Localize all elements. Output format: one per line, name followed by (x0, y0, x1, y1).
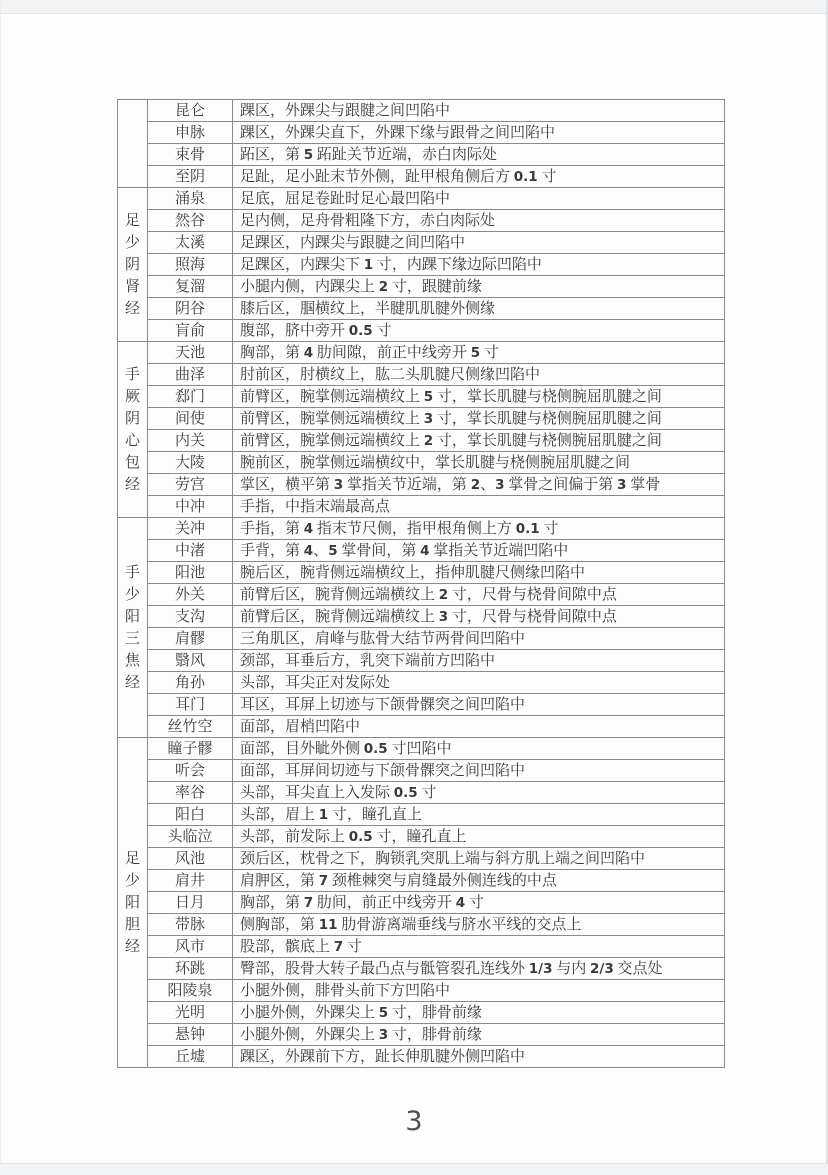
location-cell: 胸部，第 7 肋间，前正中线旁开 4 寸 (233, 892, 725, 914)
point-name-cell: 昆仑 (148, 100, 233, 122)
location-cell: 耳区，耳屏上切迹与下颌骨髁突之间凹陷中 (233, 694, 725, 716)
table-row (118, 474, 725, 496)
location-cell: 肩胛区，第 7 颈椎棘突与肩缝最外侧连线的中点 (233, 870, 725, 892)
point-name-cell: 内关 (148, 430, 233, 452)
location-cell: 头部，耳尖直上入发际 0.5 寸 (233, 782, 725, 804)
acupoint-table-body (118, 100, 725, 1068)
point-name-cell: 日月 (148, 892, 233, 914)
table-row (118, 298, 725, 320)
table-row (118, 122, 725, 144)
page-bottom-margin (0, 1163, 828, 1175)
location-cell: 足踝区，内踝尖与跟腱之间凹陷中 (233, 232, 725, 254)
location-cell: 肘前区，肘横纹上，肱二头肌腱尺侧缘凹陷中 (233, 364, 725, 386)
location-cell: 足趾，足小趾末节外侧，趾甲根角侧后方 0.1 寸 (233, 166, 725, 188)
table-row (118, 870, 725, 892)
location-cell: 头部，前发际上 0.5 寸，瞳孔直上 (233, 826, 725, 848)
location-cell: 前臂区，腕掌侧远端横纹上 5 寸，掌长肌腱与桡侧腕屈肌腱之间 (233, 386, 725, 408)
point-name-cell: 中渚 (148, 540, 233, 562)
point-name-cell: 支沟 (148, 606, 233, 628)
table-row (118, 408, 725, 430)
table-row (118, 628, 725, 650)
table-row (118, 650, 725, 672)
point-name-cell: 中冲 (148, 496, 233, 518)
location-cell: 足踝区，内踝尖下 1 寸，内踝下缘边际凹陷中 (233, 254, 725, 276)
table-row (118, 144, 725, 166)
location-cell: 腕后区，腕背侧远端横纹上，指伸肌腱尺侧缘凹陷中 (233, 562, 725, 584)
page-number: 3 (405, 1106, 423, 1137)
location-cell: 前臂后区，腕背侧远端横纹上 2 寸，尺骨与桡骨间隙中点 (233, 584, 725, 606)
table-row (118, 826, 725, 848)
point-name-cell: 阳陵泉 (148, 980, 233, 1002)
table-row (118, 386, 725, 408)
table-row (118, 320, 725, 342)
table-row (118, 584, 725, 606)
table-row (118, 430, 725, 452)
point-name-cell: 间使 (148, 408, 233, 430)
table-row (118, 1046, 725, 1068)
point-name-cell: 肩井 (148, 870, 233, 892)
location-cell: 小腿内侧，内踝尖上 2 寸，跟腱前缘 (233, 276, 725, 298)
point-name-cell: 阳池 (148, 562, 233, 584)
point-name-cell: 复溜 (148, 276, 233, 298)
point-name-cell: 然谷 (148, 210, 233, 232)
location-cell: 掌区，横平第 3 掌指关节近端，第 2、3 掌骨之间偏于第 3 掌骨 (233, 474, 725, 496)
point-name-cell: 太溪 (148, 232, 233, 254)
table-row (118, 694, 725, 716)
location-cell: 踝区，外踝前下方，趾长伸肌腱外侧凹陷中 (233, 1046, 725, 1068)
point-name-cell: 束骨 (148, 144, 233, 166)
table-row (118, 738, 725, 760)
page-left-edge (0, 0, 1, 1175)
point-name-cell: 至阴 (148, 166, 233, 188)
location-cell: 胸部，第 4 肋间隙，前正中线旁开 5 寸 (233, 342, 725, 364)
table-row (118, 760, 725, 782)
table-row (118, 518, 725, 540)
point-name-cell: 关冲 (148, 518, 233, 540)
point-name-cell: 丘墟 (148, 1046, 233, 1068)
table-row (118, 276, 725, 298)
location-cell: 小腿外侧，外踝尖上 5 寸，腓骨前缘 (233, 1002, 725, 1024)
table-row (118, 452, 725, 474)
point-name-cell: 照海 (148, 254, 233, 276)
table-row (118, 980, 725, 1002)
point-name-cell: 丝竹空 (148, 716, 233, 738)
table-row (118, 672, 725, 694)
location-cell: 面部，目外眦外侧 0.5 寸凹陷中 (233, 738, 725, 760)
meridian-cell (118, 738, 148, 1068)
table-row (118, 364, 725, 386)
location-cell: 臀部，股骨大转子最凸点与骶管裂孔连线外 1/3 与内 2/3 交点处 (233, 958, 725, 980)
table-row (118, 936, 725, 958)
location-cell: 腹部，脐中旁开 0.5 寸 (233, 320, 725, 342)
location-cell: 踝区，外踝尖与跟腱之间凹陷中 (233, 100, 725, 122)
point-name-cell: 角孙 (148, 672, 233, 694)
table-row (118, 892, 725, 914)
point-name-cell: 翳风 (148, 650, 233, 672)
location-cell: 腕前区，腕掌侧远端横纹中，掌长肌腱与桡侧腕屈肌腱之间 (233, 452, 725, 474)
table-row (118, 1024, 725, 1046)
location-cell: 颈部，耳垂后方，乳突下端前方凹陷中 (233, 650, 725, 672)
point-name-cell: 大陵 (148, 452, 233, 474)
meridian-cell (118, 100, 148, 188)
location-cell: 侧胸部，第 11 肋骨游离端垂线与脐水平线的交点上 (233, 914, 725, 936)
table-row (118, 254, 725, 276)
table-row (118, 496, 725, 518)
meridian-vertical-label: 足 少 阴 肾 经 (124, 212, 140, 317)
point-name-cell: 郄门 (148, 386, 233, 408)
location-cell: 面部，耳屏间切迹与下颌骨髁突之间凹陷中 (233, 760, 725, 782)
point-name-cell: 带脉 (148, 914, 233, 936)
meridian-cell (118, 188, 148, 342)
point-name-cell: 曲泽 (148, 364, 233, 386)
table-row (118, 1002, 725, 1024)
location-cell: 前臂后区，腕背侧远端横纹上 3 寸，尺骨与桡骨间隙中点 (233, 606, 725, 628)
location-cell: 手背，第 4、5 掌骨间，第 4 掌指关节近端凹陷中 (233, 540, 725, 562)
table-row (118, 232, 725, 254)
point-name-cell: 听会 (148, 760, 233, 782)
location-cell: 足内侧，足舟骨粗隆下方，赤白肉际处 (233, 210, 725, 232)
point-name-cell: 风池 (148, 848, 233, 870)
location-cell: 膝后区，腘横纹上，半腱肌肌腱外侧缘 (233, 298, 725, 320)
table-row (118, 804, 725, 826)
point-name-cell: 率谷 (148, 782, 233, 804)
table-row (118, 914, 725, 936)
table-row (118, 958, 725, 980)
table-row (118, 342, 725, 364)
point-name-cell: 头临泣 (148, 826, 233, 848)
point-name-cell: 肩髎 (148, 628, 233, 650)
table-row (118, 188, 725, 210)
table-row (118, 100, 725, 122)
point-name-cell: 劳宫 (148, 474, 233, 496)
location-cell: 踝区，外踝尖直下，外踝下缘与跟骨之间凹陷中 (233, 122, 725, 144)
point-name-cell: 天池 (148, 342, 233, 364)
point-name-cell: 阴谷 (148, 298, 233, 320)
location-cell: 手指，中指末端最高点 (233, 496, 725, 518)
meridian-vertical-label: 手 厥 阴 心 包 经 (124, 366, 140, 493)
table-row (118, 848, 725, 870)
table-row (118, 166, 725, 188)
location-cell: 手指，第 4 指末节尺侧，指甲根角侧上方 0.1 寸 (233, 518, 725, 540)
meridian-vertical-label: 手 少 阳 三 焦 经 (124, 564, 140, 691)
table-row (118, 540, 725, 562)
location-cell: 前臂区，腕掌侧远端横纹上 3 寸，掌长肌腱与桡侧腕屈肌腱之间 (233, 408, 725, 430)
table-row (118, 716, 725, 738)
location-cell: 前臂区，腕掌侧远端横纹上 2 寸，掌长肌腱与桡侧腕屈肌腱之间 (233, 430, 725, 452)
point-name-cell: 悬钟 (148, 1024, 233, 1046)
location-cell: 小腿外侧，腓骨头前下方凹陷中 (233, 980, 725, 1002)
table-row (118, 210, 725, 232)
point-name-cell: 申脉 (148, 122, 233, 144)
point-name-cell: 外关 (148, 584, 233, 606)
acupoint-table (117, 99, 725, 1068)
point-name-cell: 环跳 (148, 958, 233, 980)
location-cell: 头部，耳尖正对发际处 (233, 672, 725, 694)
meridian-cell (118, 518, 148, 738)
location-cell: 股部，髌底上 7 寸 (233, 936, 725, 958)
location-cell: 足底，屈足卷趾时足心最凹陷中 (233, 188, 725, 210)
point-name-cell: 瞳子髎 (148, 738, 233, 760)
location-cell: 三角肌区，肩峰与肱骨大结节两骨间凹陷中 (233, 628, 725, 650)
table-row (118, 782, 725, 804)
location-cell: 跖区，第 5 跖趾关节近端，赤白肉际处 (233, 144, 725, 166)
point-name-cell: 风市 (148, 936, 233, 958)
table-row (118, 606, 725, 628)
point-name-cell: 阳白 (148, 804, 233, 826)
point-name-cell: 光明 (148, 1002, 233, 1024)
meridian-cell (118, 342, 148, 518)
point-name-cell: 肓俞 (148, 320, 233, 342)
location-cell: 小腿外侧，外踝尖上 3 寸，腓骨前缘 (233, 1024, 725, 1046)
meridian-vertical-label: 足 少 阳 胆 经 (124, 850, 140, 955)
table-row (118, 562, 725, 584)
point-name-cell: 涌泉 (148, 188, 233, 210)
page-top-margin (0, 0, 828, 14)
location-cell: 颈后区，枕骨之下，胸锁乳突肌上端与斜方肌上端之间凹陷中 (233, 848, 725, 870)
point-name-cell: 耳门 (148, 694, 233, 716)
location-cell: 头部，眉上 1 寸，瞳孔直上 (233, 804, 725, 826)
location-cell: 面部，眉梢凹陷中 (233, 716, 725, 738)
